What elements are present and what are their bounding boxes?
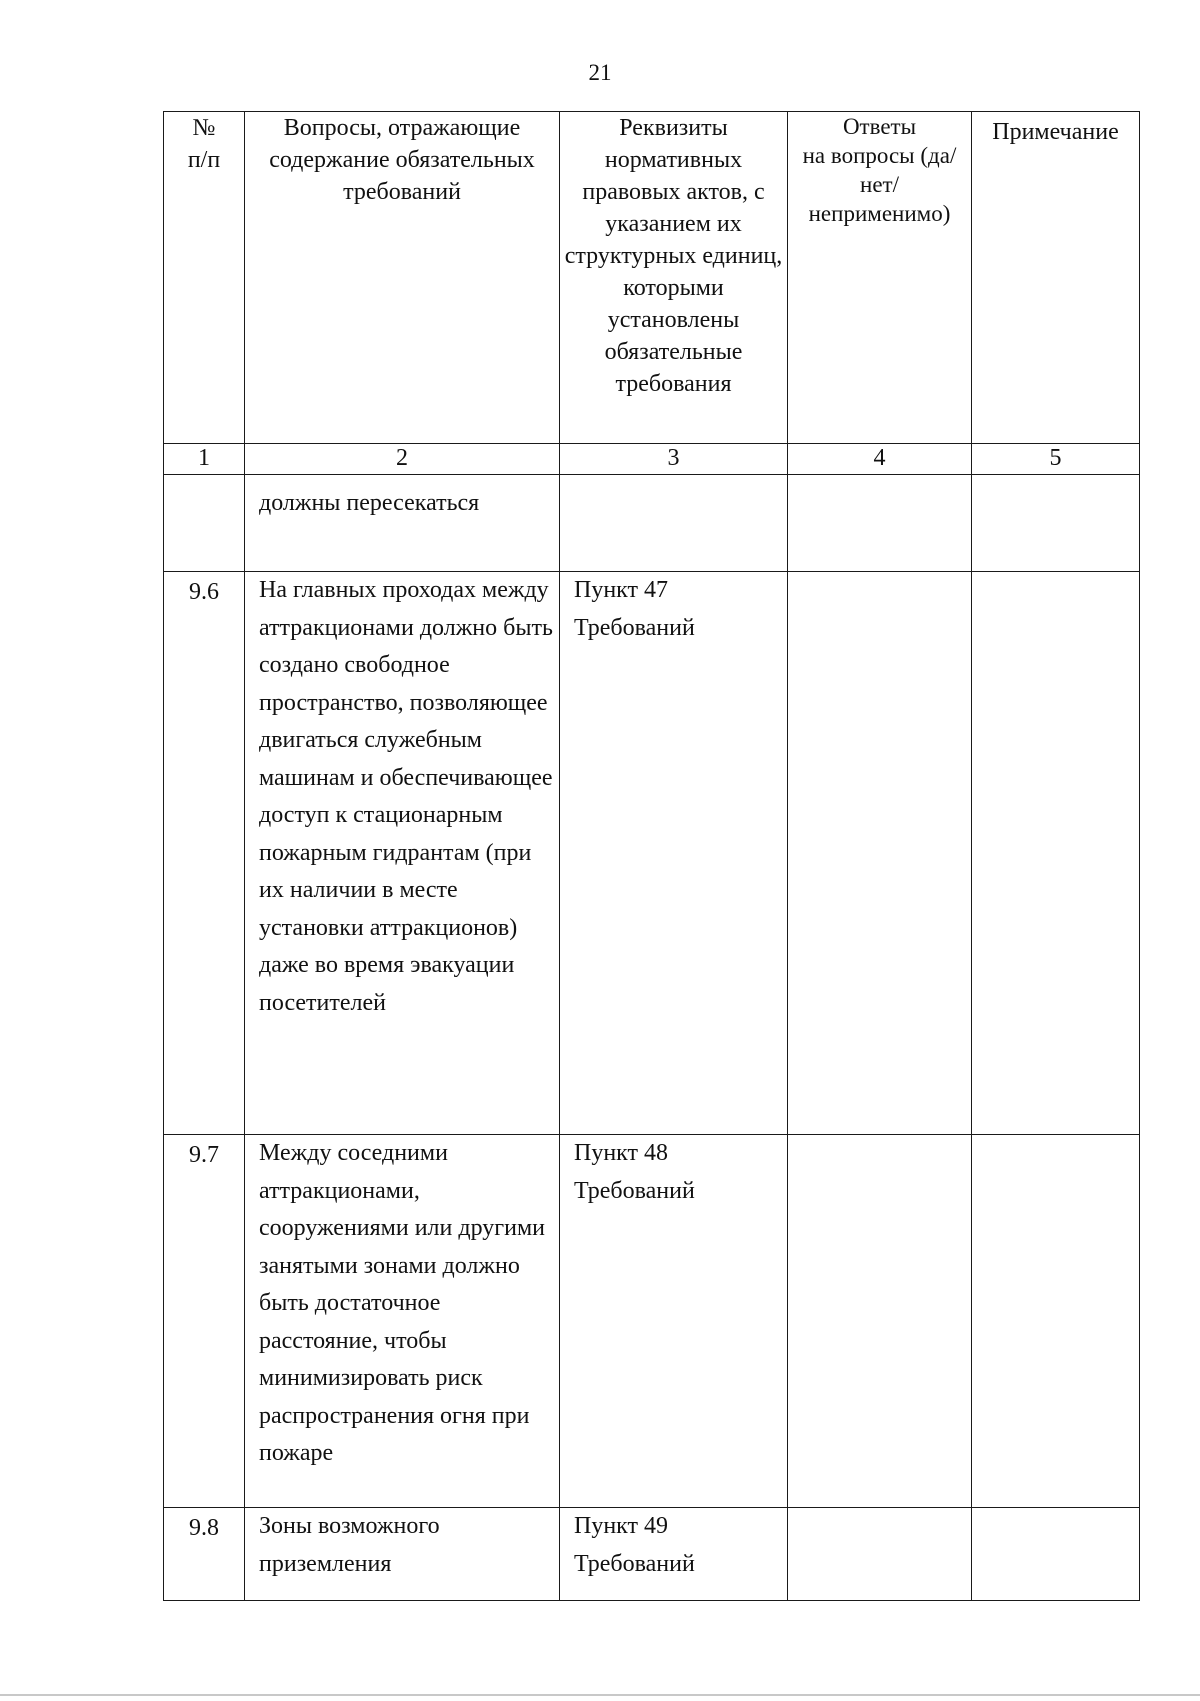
row-reference: Пункт 48 Требований <box>560 1135 788 1508</box>
row-reference <box>560 475 788 572</box>
row-answer <box>788 475 972 572</box>
row-reference: Пункт 49 Требований <box>560 1508 788 1601</box>
table-row <box>164 1135 1140 1508</box>
row-question: На главных проходах между аттракционами должно быть создано свободное пространство, позволяющее двигаться служебным машинам и обеспечивающее доступ к стационарным пожарным гидрантам (при их наличии в месте установки аттракционов) даже во время эвакуации посетителей <box>245 572 560 1135</box>
column-numbers-row <box>164 444 1140 475</box>
row-note <box>972 572 1140 1135</box>
row-reference: Пункт 47 Требований <box>560 572 788 1135</box>
header-legal-references: Реквизиты нормативных правовых актов, с указанием их структурных единиц, которыми установлены обязательные требования <box>560 112 788 444</box>
header-answers: Ответы на вопросы (да/нет/ неприменимо) <box>788 112 972 444</box>
row-question: Между соседними аттракционами, сооружениями или другими занятыми зонами должно быть достаточное расстояние, чтобы минимизировать риск распространения огня при пожаре <box>245 1135 560 1508</box>
header-number: № п/п <box>164 112 245 444</box>
checklist-table <box>163 111 1140 1601</box>
header-questions: Вопросы, отражающие содержание обязательных требований <box>245 112 560 444</box>
column-number: 3 <box>560 444 788 475</box>
row-answer <box>788 572 972 1135</box>
row-question: Зоны возможного приземления <box>245 1508 560 1601</box>
column-number: 1 <box>164 444 245 475</box>
row-number: 9.8 <box>164 1508 245 1601</box>
table-row <box>164 572 1140 1135</box>
row-note <box>972 475 1140 572</box>
row-note <box>972 1135 1140 1508</box>
page-number: 21 <box>588 60 612 85</box>
column-number: 5 <box>972 444 1140 475</box>
header-note: Примечание <box>972 112 1140 444</box>
column-number: 4 <box>788 444 972 475</box>
row-question: должны пересекаться <box>245 475 560 572</box>
row-answer <box>788 1135 972 1508</box>
scan-edge-line <box>0 1694 1200 1696</box>
column-number: 2 <box>245 444 560 475</box>
row-number: 9.7 <box>164 1135 245 1508</box>
row-answer <box>788 1508 972 1601</box>
table-header-row <box>164 112 1140 444</box>
row-number <box>164 475 245 572</box>
table-row <box>164 475 1140 572</box>
row-note <box>972 1508 1140 1601</box>
table-row <box>164 1508 1140 1601</box>
row-number: 9.6 <box>164 572 245 1135</box>
